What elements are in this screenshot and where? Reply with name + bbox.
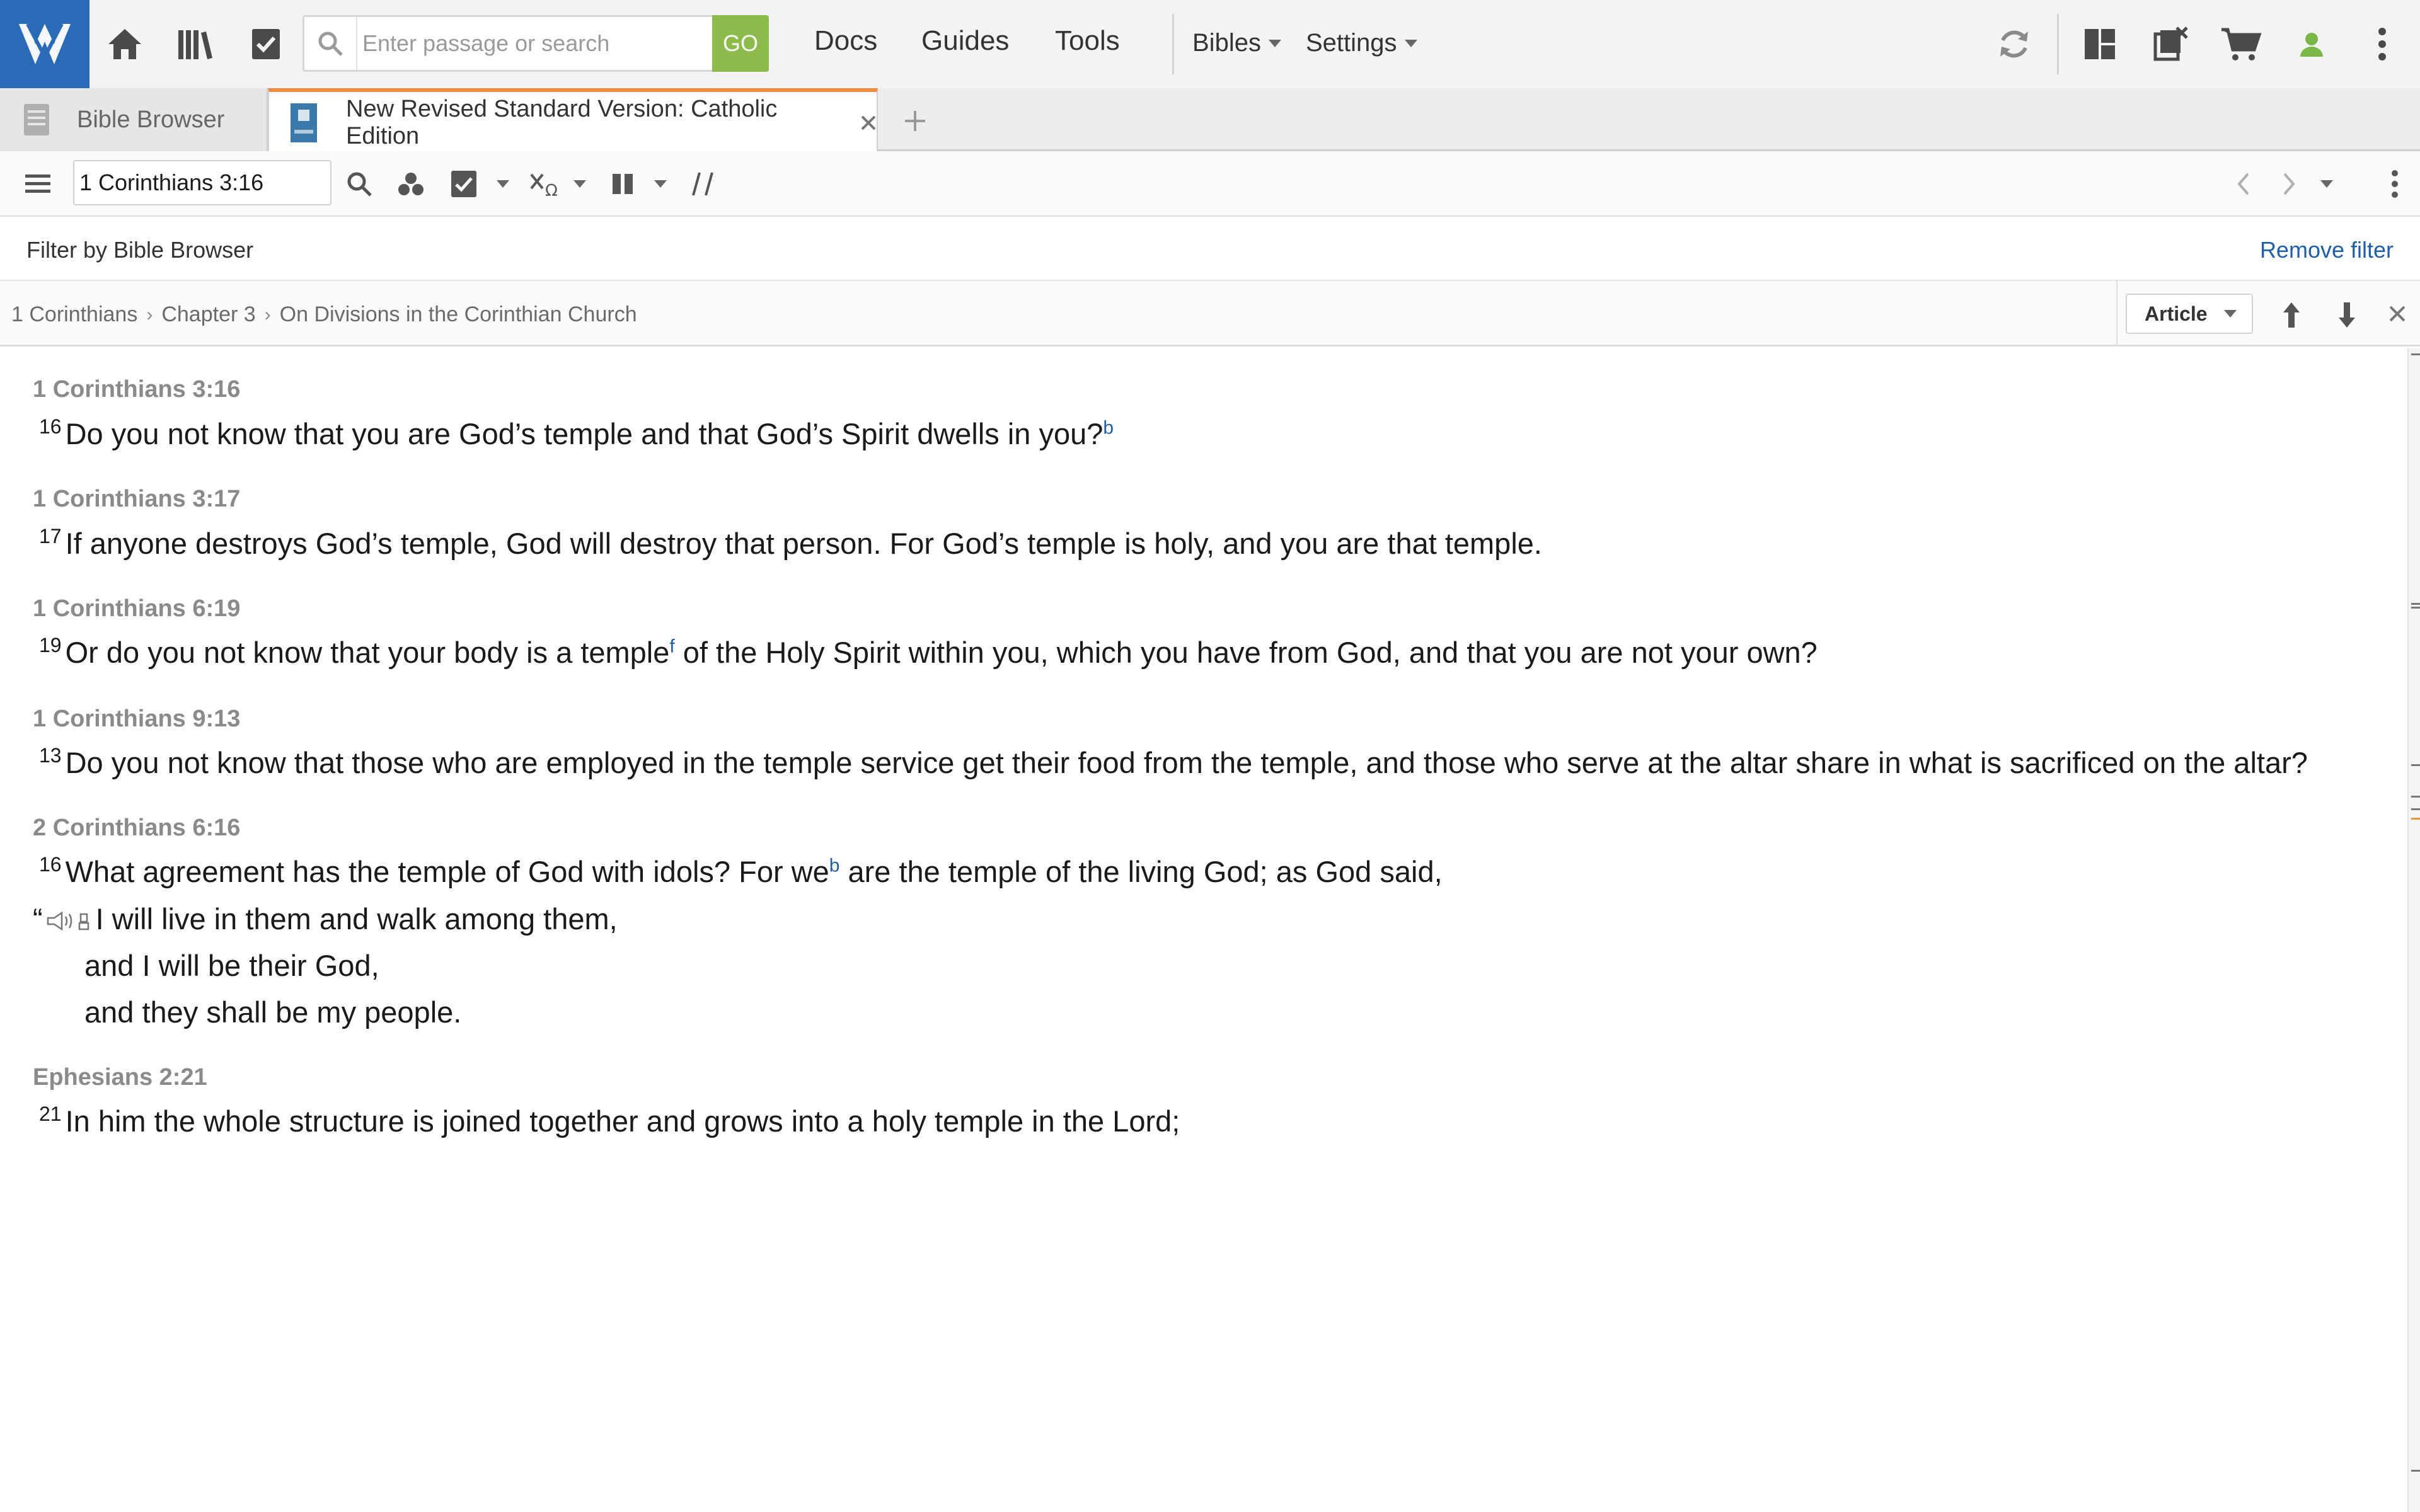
result-marker <box>2411 764 2420 766</box>
visual-filters-icon[interactable] <box>392 165 430 203</box>
docs-menu[interactable]: Docs <box>814 25 878 56</box>
tab-nrsvce[interactable] <box>268 88 878 153</box>
verse-number: 16 <box>39 853 62 876</box>
search-icon[interactable] <box>340 165 378 203</box>
toolbar-divider <box>1172 14 1174 74</box>
verse-number: 17 <box>39 525 62 548</box>
verse-text <box>39 745 2308 780</box>
open-quote: “ <box>33 902 43 936</box>
previous-result-icon[interactable] <box>2274 297 2309 333</box>
close-panels-icon[interactable] <box>2145 19 2196 69</box>
history-dropdown-icon[interactable] <box>2308 165 2346 203</box>
toolbar-divider <box>2057 14 2059 74</box>
panel-toolbar <box>0 151 2420 217</box>
audio-marker-icon[interactable] <box>45 904 93 939</box>
chevron-right-icon: › <box>264 304 271 325</box>
document-icon <box>21 101 52 138</box>
poetry-line: and they shall be my people. <box>84 995 462 1029</box>
close-tab-icon[interactable] <box>860 115 877 131</box>
add-tab-icon[interactable] <box>897 103 933 139</box>
chevron-right-icon: › <box>146 304 153 325</box>
bibles-label: Bibles <box>1192 29 1261 57</box>
verse-body: Or do you not know that your body is a temple <box>65 636 670 669</box>
layouts-icon[interactable] <box>2075 19 2125 69</box>
verse-number: 16 <box>39 415 62 438</box>
breadcrumb-section[interactable]: On Divisions in the Corinthian Church <box>279 302 637 326</box>
footnote-marker[interactable]: b <box>829 855 840 876</box>
tasks-icon[interactable] <box>241 19 291 69</box>
passage-reference[interactable]: Ephesians 2:21 <box>33 1064 207 1091</box>
poetry-line: and I will be their God, <box>84 949 379 982</box>
book-cover-icon <box>289 102 318 144</box>
chevron-down-icon <box>2224 310 2237 318</box>
breadcrumb-bar <box>0 281 2420 346</box>
remove-filter-link[interactable]: Remove filter <box>2259 237 2394 263</box>
chevron-down-icon <box>1269 40 1281 47</box>
chevron-down-icon[interactable] <box>642 165 679 203</box>
result-marker <box>2411 353 2420 355</box>
panel-more-icon[interactable] <box>2376 165 2414 203</box>
verse-body: are the temple of the living God; as God said, <box>839 855 1443 888</box>
main-toolbar <box>0 0 2420 88</box>
search-icon <box>304 17 357 70</box>
passage-reference[interactable]: 1 Corinthians 9:13 <box>33 706 241 732</box>
svg-text:Ω: Ω <box>545 181 558 198</box>
filter-label: Filter by Bible Browser <box>26 237 254 263</box>
tab-label: Bible Browser <box>77 106 225 133</box>
result-marker <box>2411 607 2420 609</box>
reference-input[interactable] <box>73 160 331 205</box>
more-menu-icon[interactable] <box>2357 19 2407 69</box>
poetry-line <box>33 902 618 939</box>
filter-bar <box>0 217 2420 281</box>
guides-menu[interactable]: Guides <box>921 25 1010 56</box>
verse-body: Do you not know that you are God’s temple and that God’s Spirit dwells in you? <box>65 417 1103 450</box>
verse-body: If anyone destroys God’s temple, God will destroy that person. For God’s temple is holy, and you are that temple. <box>65 527 1542 560</box>
passage-reference[interactable]: 1 Corinthians 3:17 <box>33 486 241 512</box>
bible-text-content <box>0 348 2407 1512</box>
passage-reference[interactable]: 2 Corinthians 6:16 <box>33 815 241 841</box>
tools-menu[interactable]: Tools <box>1055 25 1120 56</box>
divider <box>2116 281 2118 346</box>
passage-search-input[interactable] <box>362 17 696 70</box>
account-icon[interactable] <box>2286 19 2337 69</box>
columns-icon[interactable] <box>604 165 642 203</box>
view-mode-label: Article <box>2145 302 2208 325</box>
breadcrumb-book[interactable]: 1 Corinthians <box>11 302 138 326</box>
result-marker <box>2411 796 2420 798</box>
cart-icon[interactable] <box>2216 19 2266 69</box>
tab-bar <box>0 88 2420 151</box>
close-filter-icon[interactable] <box>2383 300 2411 328</box>
verse-body: What agreement has the temple of God with idols? For we <box>65 855 829 888</box>
sync-icon[interactable] <box>1989 19 2039 69</box>
back-icon[interactable] <box>2225 165 2262 203</box>
verse-body: In him the whole structure is joined together and grows into a holy temple in the Lord; <box>65 1104 1180 1138</box>
search-box <box>302 15 769 72</box>
verse-text <box>39 635 1818 670</box>
settings-dropdown[interactable] <box>1306 29 1417 57</box>
breadcrumb <box>11 302 637 327</box>
verse-text <box>39 416 1114 451</box>
verse-text <box>39 854 1443 889</box>
verse-number: 19 <box>39 634 62 657</box>
library-icon[interactable] <box>170 19 221 69</box>
bibles-dropdown[interactable] <box>1192 29 1281 57</box>
tab-label: New Revised Standard Version: Catholic Edition <box>346 95 778 149</box>
verse-number: 21 <box>39 1102 62 1126</box>
settings-label: Settings <box>1306 29 1397 57</box>
forward-icon[interactable] <box>2270 165 2308 203</box>
footnote-marker[interactable]: b <box>1103 417 1114 438</box>
chevron-down-icon <box>1405 40 1417 47</box>
chevron-down-icon[interactable] <box>561 165 599 203</box>
view-mode-select[interactable] <box>2126 294 2253 334</box>
verse-text <box>39 1104 1180 1138</box>
poem-line: I will live in them and walk among them, <box>95 902 618 936</box>
result-marker <box>2411 603 2420 605</box>
verse-body: of the Holy Spirit within you, which you have from God, and that you are not your own? <box>674 636 1818 669</box>
logos-logo-icon[interactable] <box>0 0 89 88</box>
result-marker <box>2411 808 2420 810</box>
result-map-scrollbar[interactable] <box>2407 348 2420 1512</box>
panel-menu-icon[interactable] <box>19 165 57 203</box>
next-result-icon[interactable] <box>2329 297 2365 333</box>
verse-text <box>39 526 1542 561</box>
current-position-marker <box>2411 818 2420 820</box>
chevron-down-icon[interactable] <box>484 165 522 203</box>
checklist-icon[interactable] <box>445 165 483 203</box>
verse-body: Do you not know that those who are employed in the temple service get their food from the temple, and those who serve at the altar share in what is sacrificed on the altar? <box>65 746 2308 779</box>
parallel-resources-icon[interactable] <box>684 165 722 203</box>
passage-reference[interactable]: 1 Corinthians 6:19 <box>33 595 241 622</box>
verse-number: 13 <box>39 744 62 767</box>
result-marker <box>2411 1470 2420 1472</box>
breadcrumb-chapter[interactable]: Chapter 3 <box>161 302 256 326</box>
footnote-marker[interactable]: f <box>669 636 675 657</box>
interlinear-icon[interactable] <box>526 165 563 203</box>
home-icon[interactable] <box>100 19 150 69</box>
passage-reference[interactable]: 1 Corinthians 3:16 <box>33 376 241 403</box>
go-button[interactable]: GO <box>712 15 769 72</box>
tab-bible-browser[interactable] <box>0 88 268 151</box>
